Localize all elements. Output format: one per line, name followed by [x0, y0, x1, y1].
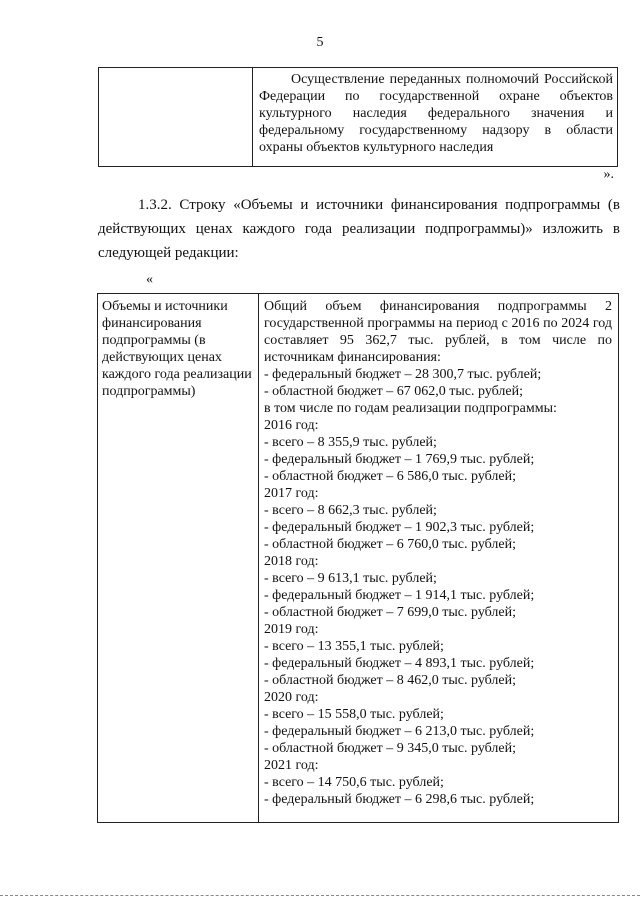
financing-line: - всего – 8 662,3 тыс. рублей; [264, 503, 437, 518]
bottom-rule [0, 895, 640, 896]
financing-line: - федеральный бюджет – 4 893,1 тыс. рублей; [264, 656, 535, 671]
financing-line: - всего – 14 750,6 тыс. рублей; [264, 775, 444, 790]
financing-line: - федеральный бюджет – 1 769,9 тыс. рублей; [264, 452, 535, 467]
financing-intro: Общий объем финансирования подпрограммы 2 государственной программы на период с 2016 по 2024 год составляет 95 362,7 тыс. рублей, в том числе по источникам финансирования: [264, 299, 612, 365]
financing-line: - всего – 13 355,1 тыс. рублей; [264, 639, 444, 654]
financing-line: - областной бюджет – 6 586,0 тыс. рублей; [264, 469, 516, 484]
financing-line: 2021 год: [264, 758, 319, 773]
page-number: 5 [316, 35, 324, 50]
financing-line: - областной бюджет – 9 345,0 тыс. рублей; [264, 741, 516, 756]
financing-line: 2017 год: [264, 486, 319, 501]
financing-line: - всего – 15 558,0 тыс. рублей; [264, 707, 444, 722]
financing-line: - областной бюджет – 8 462,0 тыс. рублей; [264, 673, 516, 688]
financing-line: - областной бюджет – 7 699,0 тыс. рублей; [264, 605, 516, 620]
financing-line: - всего – 9 613,1 тыс. рублей; [264, 571, 437, 586]
financing-header-cell [98, 294, 259, 823]
financing-details-cell [259, 294, 619, 823]
financing-line: в том числе по годам реализации подпрограммы: [264, 401, 557, 416]
financing-line: - федеральный бюджет – 6 213,0 тыс. рублей; [264, 724, 535, 739]
financing-line: 2019 год: [264, 622, 319, 637]
powers-cell [253, 68, 618, 167]
financing-lines [264, 366, 612, 808]
empty-cell [99, 68, 253, 167]
closing-quote: ». [603, 167, 614, 182]
financing-line: - федеральный бюджет – 28 300,7 тыс. рублей; [264, 367, 542, 382]
financing-line: - федеральный бюджет – 6 298,6 тыс. рублей; [264, 792, 535, 807]
amendment-paragraph: 1.3.2. Строку «Объемы и источники финансирования подпрограммы (в действующих ценах каждого года реализации подпрограммы)» изложить в следующей редакции: [98, 197, 620, 261]
financing-line: 2016 год: [264, 418, 319, 433]
financing-line: - всего – 8 355,9 тыс. рублей; [264, 435, 437, 450]
table-row [98, 294, 619, 823]
financing-line: 2018 год: [264, 554, 319, 569]
powers-table [98, 67, 618, 167]
financing-table [97, 293, 619, 823]
financing-line: - федеральный бюджет – 1 914,1 тыс. рублей; [264, 588, 535, 603]
financing-line: - областной бюджет – 67 062,0 тыс. рублей; [264, 384, 523, 399]
financing-line: - федеральный бюджет – 1 902,3 тыс. рублей; [264, 520, 535, 535]
financing-header-text: Объемы и источники финансирования подпрограммы (в действующих ценах каждого года реализации подпрограммы) [102, 299, 252, 399]
financing-line: 2020 год: [264, 690, 319, 705]
powers-text: Осуществление переданных полномочий Российской Федерации по государственной охране объектов культурного наследия федерального значения и федеральному государственному надзору в области охраны объектов культурного наследия [259, 72, 613, 155]
opening-quote: « [146, 272, 153, 287]
financing-line: - областной бюджет – 6 760,0 тыс. рублей; [264, 537, 516, 552]
table-row [99, 68, 618, 167]
